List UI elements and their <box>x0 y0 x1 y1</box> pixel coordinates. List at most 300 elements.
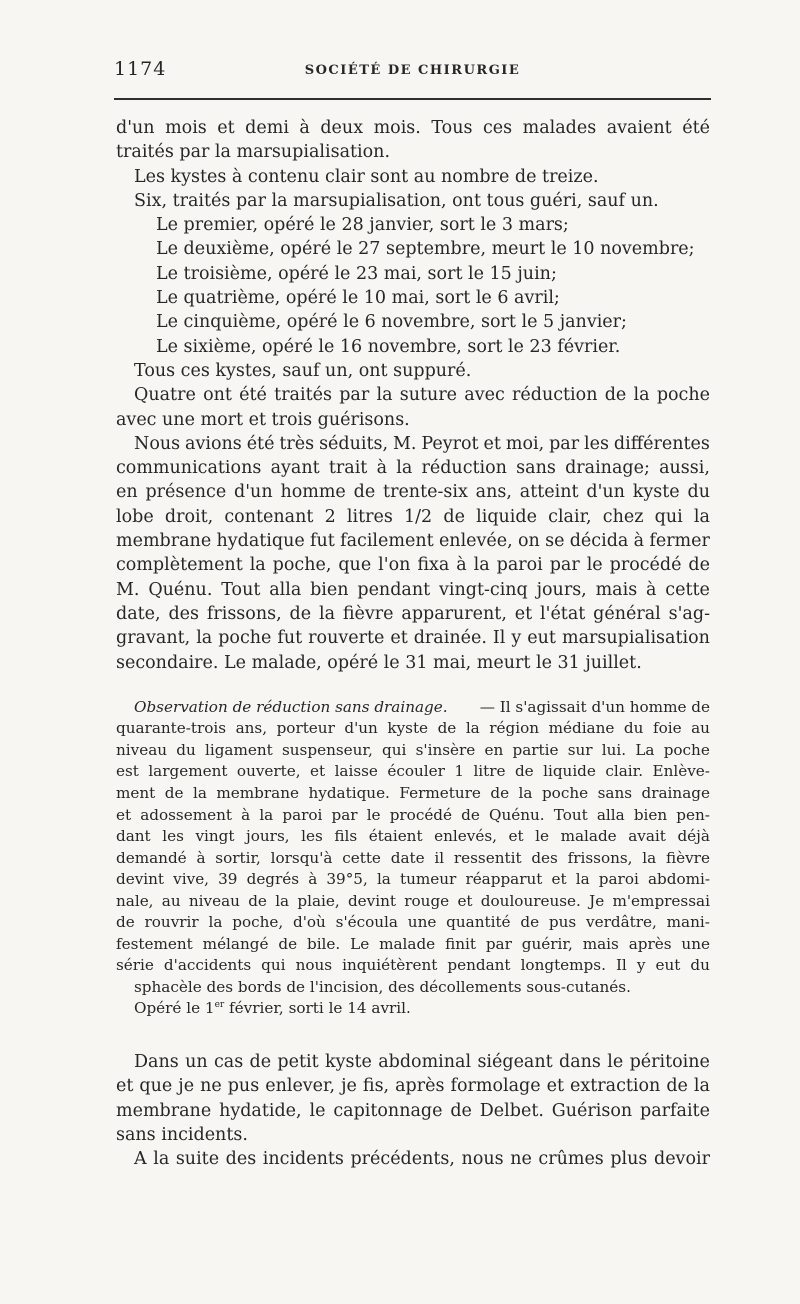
word: région <box>489 719 540 738</box>
word: drainage; <box>565 458 650 479</box>
word: étaient <box>368 827 423 846</box>
word: suite <box>175 1149 220 1170</box>
word: ment <box>116 784 156 803</box>
word: la <box>318 603 335 624</box>
word: malade <box>560 827 617 846</box>
word: 2 <box>324 506 336 527</box>
word: la <box>275 891 290 910</box>
word: Tout <box>553 805 588 824</box>
word: de <box>520 913 540 932</box>
word: le <box>586 555 603 576</box>
word: laisse <box>334 762 378 781</box>
word: rouvrir <box>144 913 199 932</box>
word: malades <box>522 118 597 138</box>
word: A <box>134 1149 147 1170</box>
word: d'un <box>344 719 378 738</box>
word: cette <box>342 848 381 867</box>
word: devint <box>347 891 396 910</box>
word: sans <box>516 458 556 479</box>
text-line <box>116 553 710 577</box>
text-line <box>116 602 710 626</box>
word: liquide <box>543 762 596 781</box>
word: tumeur <box>399 870 457 889</box>
word: médiane <box>548 719 615 738</box>
word: du <box>623 719 644 738</box>
word: apparurent, <box>401 603 507 624</box>
word: série <box>116 956 154 975</box>
word: à <box>646 579 657 600</box>
word: écouler <box>387 762 445 781</box>
word: poche <box>663 740 710 759</box>
word: enlevée, <box>438 531 513 552</box>
word: date, <box>116 603 161 624</box>
text-line <box>116 1147 710 1171</box>
word: fièvre <box>342 603 394 624</box>
word: et <box>514 603 533 624</box>
word: ans, <box>475 482 512 503</box>
word: l'on <box>378 555 411 576</box>
word: fièvre <box>665 848 710 867</box>
word: kyste <box>632 482 680 503</box>
word: d'un <box>234 482 273 503</box>
word: procédé <box>389 805 453 824</box>
word: différentes <box>613 433 710 454</box>
word: La <box>635 740 655 759</box>
text-line <box>116 529 710 553</box>
observation-line <box>116 869 710 891</box>
word: par <box>485 934 512 953</box>
word: abdominal <box>378 1052 472 1073</box>
word: foie <box>652 719 682 738</box>
word: fut <box>310 531 335 552</box>
word: s'écoula <box>335 913 398 932</box>
word: de <box>164 784 184 803</box>
word: lobe <box>116 506 154 527</box>
word: frissons, <box>206 603 282 624</box>
text-line <box>116 480 710 504</box>
word: avions <box>185 433 242 454</box>
text-line <box>116 1099 710 1123</box>
word: péritoine <box>629 1052 710 1073</box>
word: Dans <box>134 1052 179 1073</box>
text-line: Le cinquième, opéré le 6 novembre, sort le 5 janvier; <box>156 312 627 333</box>
word: y <box>511 628 522 649</box>
word: par <box>331 805 358 824</box>
word: date <box>390 848 425 867</box>
word: droit, <box>164 506 214 527</box>
word: qui <box>261 956 286 975</box>
word: paroi <box>598 870 639 889</box>
text-line <box>116 1074 710 1098</box>
word: par <box>549 555 580 576</box>
word: rouverte <box>308 628 385 649</box>
word: devoir <box>654 1149 710 1170</box>
word: fils <box>334 827 358 846</box>
word: par <box>339 385 370 406</box>
word: il <box>434 848 445 867</box>
page-header <box>114 58 711 88</box>
word: crûmes <box>538 1149 604 1170</box>
word: pus <box>548 913 577 932</box>
word: hydatide, <box>219 1100 302 1121</box>
word: membrane <box>216 784 299 803</box>
word: abdomi- <box>647 870 710 889</box>
observation-first-line <box>116 697 710 719</box>
word: lorsqu'à <box>270 848 333 867</box>
word: de <box>289 603 312 624</box>
word: festement <box>116 934 193 953</box>
word: se <box>545 531 565 552</box>
word: Peyrot <box>421 433 479 454</box>
word: clair, <box>548 506 592 527</box>
text-line <box>116 432 710 456</box>
word: après <box>628 934 672 953</box>
observation-line <box>116 934 710 956</box>
word: de <box>604 385 627 406</box>
word: verdâtre, <box>586 913 657 932</box>
word: que <box>338 555 372 576</box>
word: formolage <box>450 1076 541 1097</box>
word: suspenseur, <box>281 740 373 759</box>
word: en <box>116 482 138 503</box>
word: décida <box>569 531 629 552</box>
word: mais <box>582 934 619 953</box>
word: la <box>633 385 650 406</box>
text-line <box>116 383 710 407</box>
word: poche, <box>272 555 332 576</box>
word: et <box>551 870 567 889</box>
word: contenant <box>224 506 314 527</box>
word: niveau <box>116 740 168 759</box>
word: quarante-trois <box>116 719 227 738</box>
word: la <box>693 506 710 527</box>
word: douloureuse. <box>480 891 581 910</box>
word: à <box>196 848 206 867</box>
word: présence <box>145 482 227 503</box>
observation-line <box>116 826 710 848</box>
word: Quénu. <box>489 805 545 824</box>
word: réduction <box>512 385 598 406</box>
word: Nous <box>134 433 181 454</box>
word: gravant, <box>116 628 191 649</box>
text-line: secondaire. Le malade, opéré le 31 mai, meurt le 31 juillet. <box>116 652 642 673</box>
word: ces <box>482 118 513 138</box>
word: moi, <box>505 433 545 454</box>
observation-closing <box>116 998 710 1020</box>
word: Je <box>589 891 605 910</box>
word: incidents <box>262 1149 344 1170</box>
word: parfaite <box>640 1100 710 1121</box>
word: qui <box>382 740 407 759</box>
text-line <box>116 505 710 529</box>
word: fut <box>277 628 303 649</box>
word: par <box>549 433 580 454</box>
word: de <box>437 719 457 738</box>
word: à <box>456 555 467 576</box>
word: extraction <box>570 1076 661 1097</box>
word: trait <box>328 458 368 479</box>
word: mois. <box>373 118 421 138</box>
word: et <box>116 805 132 824</box>
word: jours, <box>536 579 587 600</box>
word: complètement <box>116 555 243 576</box>
word: du <box>687 482 710 503</box>
word: mois <box>165 118 207 138</box>
word: ont <box>203 385 232 406</box>
word: la <box>376 385 393 406</box>
word: la <box>518 784 533 803</box>
word: Le <box>350 934 370 953</box>
word: été <box>682 118 710 138</box>
word: poche <box>656 385 710 406</box>
word: poche <box>218 628 272 649</box>
word: je <box>178 1076 195 1097</box>
word: ne <box>200 1076 222 1097</box>
word: dant <box>116 827 151 846</box>
word: une <box>407 913 437 932</box>
word: chez <box>602 506 644 527</box>
text-line: Le troisième, opéré le 23 mai, sort le 15 juin; <box>156 263 557 284</box>
word: Quatre <box>134 385 196 406</box>
word: ligament <box>205 740 273 759</box>
word: avaient <box>606 118 672 138</box>
word: jours, <box>246 827 290 846</box>
word: facilement <box>340 531 434 552</box>
word: guérir, <box>521 934 573 953</box>
word: litre <box>473 762 506 781</box>
word: paroi <box>496 555 543 576</box>
word: traités <box>274 385 332 406</box>
word: enlevés, <box>434 827 497 846</box>
word: au <box>691 719 710 738</box>
observation-title: Observation de réduction sans drainage. <box>134 697 448 716</box>
word: Delbet. <box>479 1100 544 1121</box>
word: bien <box>633 805 668 824</box>
word: est <box>116 762 139 781</box>
text-line: Le quatrième, opéré le 10 mai, sort le 6 avril; <box>156 288 560 309</box>
word: lui. <box>601 740 627 759</box>
word: la <box>153 1149 170 1170</box>
word: que <box>139 1076 173 1097</box>
word: clair. <box>605 762 644 781</box>
text-line <box>116 116 710 140</box>
word: demandé <box>116 848 187 867</box>
word: 39 <box>218 870 238 889</box>
word: rouge <box>404 891 450 910</box>
word: capitonnage <box>333 1100 443 1121</box>
word: de <box>514 762 534 781</box>
word: et <box>483 433 501 454</box>
word: de <box>443 506 465 527</box>
word: et <box>508 827 524 846</box>
word: le <box>535 827 550 846</box>
word: été <box>246 433 275 454</box>
word: membrane <box>116 531 212 552</box>
page-number: 1174 <box>114 58 167 80</box>
word: réapparut <box>465 870 543 889</box>
word: une <box>681 934 710 953</box>
word: la <box>259 805 274 824</box>
word: vingt-cinq <box>438 579 528 600</box>
word: vingt <box>195 827 235 846</box>
word: mélangé <box>202 934 269 953</box>
text-line: Le sixième, opéré le 16 novembre, sort le 23 février. <box>156 336 621 357</box>
word: fixa <box>417 555 450 576</box>
word: d'où <box>293 913 326 932</box>
word: à <box>376 458 387 479</box>
word: longtemps. <box>520 956 606 975</box>
word: de <box>688 555 710 576</box>
word: et <box>116 1076 134 1097</box>
word: finit <box>445 934 476 953</box>
text-line: Le premier, opéré le 28 janvier, sort le 3 mars; <box>156 215 569 236</box>
word: plaie, <box>297 891 340 910</box>
word: déjà <box>677 827 710 846</box>
word: atteint <box>519 482 579 503</box>
observation-block <box>116 697 710 1020</box>
word: deux <box>320 118 364 138</box>
word: et <box>546 1076 564 1097</box>
text-line: Tous ces kystes, sauf un, ont suppuré. <box>134 360 472 381</box>
closing-after: février, sorti le 14 avril. <box>224 999 411 1018</box>
text-line: sans incidents. <box>116 1124 248 1145</box>
word: de <box>461 805 480 824</box>
word: niveau <box>188 891 240 910</box>
word: de <box>116 913 135 932</box>
word: nous <box>295 956 333 975</box>
word: 39°5, <box>326 870 368 889</box>
text-line: traités par la marsupialisation. <box>116 142 391 163</box>
word: pendant <box>357 579 431 600</box>
observation-first-line-rest: — Il s'agissait d'un homme de <box>479 697 710 716</box>
word: très <box>279 433 315 454</box>
observation-line <box>116 848 710 870</box>
word: eut <box>527 628 556 649</box>
word: de <box>490 784 510 803</box>
text-line <box>116 626 710 650</box>
word: nale, <box>116 891 154 910</box>
word: avait <box>628 827 666 846</box>
word: kyste <box>325 1052 372 1073</box>
word: m'empressai <box>612 891 710 910</box>
word: ne <box>510 1149 532 1170</box>
observation-line <box>116 955 710 977</box>
word: nous <box>461 1149 504 1170</box>
word: des <box>168 603 200 624</box>
word: hydatique. <box>308 784 390 803</box>
word: cette <box>665 579 710 600</box>
word: 1 <box>454 762 464 781</box>
word: été <box>239 385 267 406</box>
word: largement <box>148 762 228 781</box>
word: pendant <box>447 956 511 975</box>
word: devint <box>116 870 165 889</box>
word: à <box>241 805 251 824</box>
word: fis, <box>362 1076 390 1097</box>
closing-before: Opéré le 1 <box>134 999 215 1018</box>
word: la <box>249 555 266 576</box>
word: sans <box>597 784 633 803</box>
word: Tous <box>431 118 473 138</box>
word: les <box>162 827 184 846</box>
word: de <box>353 482 376 503</box>
word: litres <box>346 506 393 527</box>
word: au <box>161 891 181 910</box>
word: Tout <box>221 579 261 600</box>
word: bien <box>310 579 349 600</box>
word: avec <box>464 385 505 406</box>
word: homme <box>280 482 346 503</box>
observation-line <box>116 783 710 805</box>
text-line: Le deuxième, opéré le 27 septembre, meurt le 10 novembre; <box>156 239 695 260</box>
word: siégeant <box>477 1052 553 1073</box>
running-title: SOCIÉTÉ DE CHIRURGIE <box>304 63 521 78</box>
word: un <box>185 1052 208 1073</box>
word: ayant <box>270 458 320 479</box>
word: du <box>176 740 196 759</box>
word: drainage <box>641 784 710 803</box>
word: trente-six <box>383 482 468 503</box>
word: demi <box>245 118 289 138</box>
word: la <box>192 784 207 803</box>
word: inquiétèrent <box>342 956 438 975</box>
observation-line <box>116 891 710 913</box>
word: des <box>225 1149 257 1170</box>
word: général <box>593 603 661 624</box>
word: y <box>636 956 646 975</box>
word: la <box>465 719 480 738</box>
word: du <box>690 956 710 975</box>
word: la <box>575 870 590 889</box>
word: plus <box>610 1149 648 1170</box>
word: partie <box>512 740 559 759</box>
word: liquide <box>476 506 537 527</box>
word: alla <box>269 579 302 600</box>
word: à <box>633 531 645 552</box>
word: pus <box>227 1076 260 1097</box>
word: mani- <box>666 913 710 932</box>
word: et <box>457 891 473 910</box>
word: kyste <box>387 719 429 738</box>
word: à <box>299 118 310 138</box>
word: s'insère <box>415 740 476 759</box>
main-text <box>116 116 710 1172</box>
word: séduits, <box>319 433 389 454</box>
word: ressentit <box>453 848 522 867</box>
word: de <box>450 1100 472 1121</box>
word: 1/2 <box>404 506 433 527</box>
word: d'un <box>586 482 625 503</box>
word: après <box>395 1076 445 1097</box>
word: poche, <box>232 913 284 932</box>
word: la <box>473 555 490 576</box>
word: cas <box>213 1052 244 1073</box>
observation-line <box>116 718 710 740</box>
word: de <box>666 1076 688 1097</box>
section-gap <box>116 1020 710 1050</box>
word: la <box>208 913 223 932</box>
word: mais <box>595 579 638 600</box>
word: sortir, <box>215 848 261 867</box>
word: on <box>517 531 540 552</box>
word: l'état <box>540 603 586 624</box>
text-line <box>116 456 710 480</box>
closing-sup: er <box>214 1000 225 1011</box>
text-line <box>116 578 710 602</box>
word: Quénu. <box>148 579 213 600</box>
word: de <box>249 1052 272 1073</box>
observation-line <box>116 805 710 827</box>
